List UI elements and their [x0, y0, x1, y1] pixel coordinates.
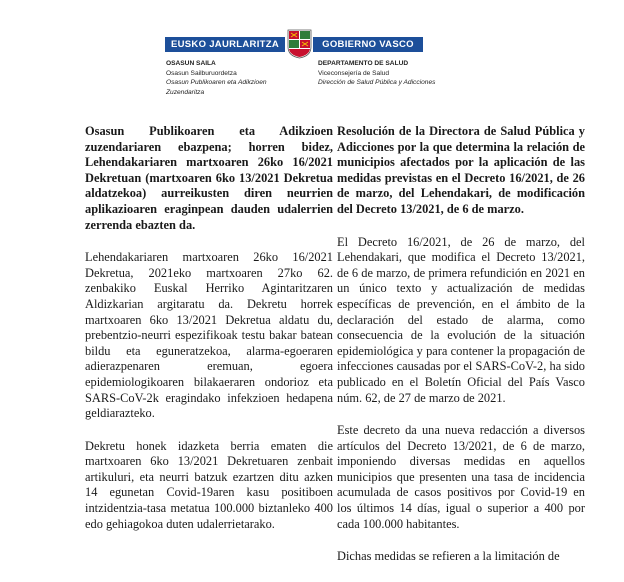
basque-coat-of-arms-icon — [287, 29, 312, 59]
department-block-spanish — [318, 59, 443, 88]
paragraph-2-basque: Dekretu honek idazketa berria ematen die martxoaren 6ko 13/2021 Dekretuaren zenbait artikuluri, eta neurri batzuk ezartzen ditu azken 14 egunetan Covid-19aren kasu positiboen intzidentzia-tasa metatua 100.000 biztanleko 400 edo gehiagokoa duten udalerrietarako. — [85, 438, 333, 531]
dept-name: DEPARTAMENTO DE SALUD — [318, 60, 409, 67]
paragraph-3-spanish: Dichas medidas se refieren a la limitación de — [337, 549, 560, 564]
letterhead — [0, 0, 624, 125]
column-spanish — [337, 124, 585, 582]
paragraph-1-spanish: El Decreto 16/2021, de 26 de marzo, del Lehendakari, que modifica el Decreto 13/2021, de 6 de marzo, de primera refundición en 2021 en un único texto y actualización de medidas específicas de prevención, en el ámbito de la declaración del estado de alarma, como consecuencia de la evolución de la situación epidemiológica y para contener la propagación de infecciones causadas por el SARS-CoV-2, ha sido publicado en el Boletín Oficial del País Vasco núm. 62, de 27 de marzo de 2021. — [337, 234, 585, 405]
vice-ministry: Viceconsejería de Salud — [318, 69, 389, 77]
vice-ministry: Osasun Sailburuordetza — [166, 69, 237, 77]
paragraph-2-spanish: Este decreto da una nueva redacción a diversos artículos del Decreto 13/2021, de 6 de marzo, imponiendo diversas medidas en aquellos municipios que presenten una tasa de incidencia acumulada de casos positivos por Covid-19 en los últimos 14 días, igual o superior a 400 por cada 100.000 habitantes. — [337, 423, 585, 531]
directorate: Osasun Publikoaren eta Adikzioen — [166, 79, 267, 86]
resolution-title-basque: Osasun Publikoaren eta Adikzioen zuzendariaren ebazpena; horren bidez, Lehendakariaren martxoaren 26ko 16/2021 Dekretuan (martxoaren 6ko 13/2021 Dekretua aldatzekoa) aurreikusten diren neurrien aplikazioaren eraginpean dauden udalerrien zerrenda ebazten da. — [85, 124, 333, 232]
banner-gobierno-vasco: GOBIERNO VASCO — [313, 37, 423, 52]
dept-name: OSASUN SAILA — [166, 60, 216, 67]
paragraph-1-basque: Lehendakariaren martxoaren 26ko 16/2021 Dekretua, 2021eko martxoaren 27ko 62. zenbakiko Euskal Herriko Agintaritzaren Aldizkarian argitaratu da. Dekretu horrek martxoaren 6ko 13/2021 Dekretua aldatu du, prebentzio-neurri espezifikoak testu bakar batean bildu eta eguneratzekoa, alarma-egoeraren adierazpenaren eremuan, egoera epidemiologikoaren bilakaeraren ondorioz eta SARS-CoV-2k eragindako infekzioen hedapena geldiarazteko. — [85, 250, 333, 421]
department-block-basque — [166, 59, 291, 97]
column-basque — [85, 124, 333, 549]
directorate: Dirección de Salud Pública y Adicciones — [318, 79, 436, 86]
directorate-cont: Zuzendaritza — [166, 88, 205, 96]
banner-eusko-jaurlaritza: EUSKO JAURLARITZA — [165, 37, 285, 52]
resolution-title-spanish: Resolución de la Directora de Salud Pública y Adicciones por la que determina la relación de municipios afectados por la aplicación de las medidas previstas en el Decreto 16/2021, de 26 de marzo, del Lehendakari, de modificación del Decreto 13/2021, de 6 de marzo. — [337, 124, 585, 216]
